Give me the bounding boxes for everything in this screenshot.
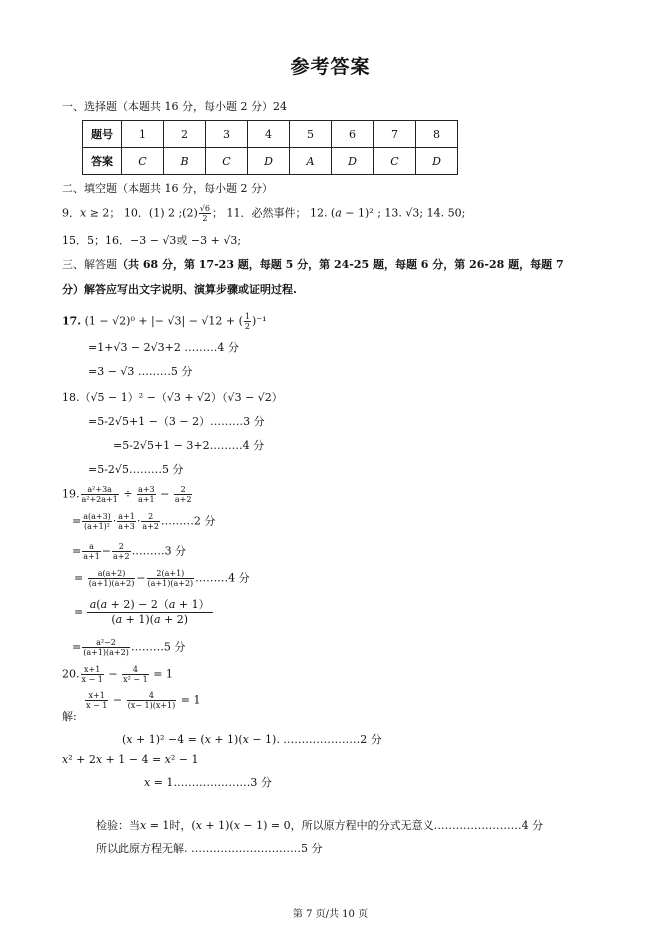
denominator: a+2 (113, 552, 130, 561)
table-cell: B (164, 148, 206, 175)
q20-step-3: 𝑥 = 1…………………3 分 (144, 776, 272, 789)
numerator: a(a+2) (88, 569, 136, 579)
operator: ÷ (123, 487, 133, 501)
numerator: 4 (122, 665, 149, 675)
table-cell: D (248, 148, 290, 175)
numerator: 2 (141, 512, 160, 522)
denominator: (a+1)(a+2) (147, 579, 194, 588)
denominator: a+3 (118, 522, 135, 531)
table-cell: C (122, 148, 164, 175)
q18-step-3: =5-2√5………5 分 (88, 463, 184, 476)
numerator: 1 (244, 312, 251, 321)
question-number: 20. (62, 667, 80, 681)
answer-table (82, 120, 458, 175)
fraction (81, 485, 119, 504)
denominator: (a+1)² (84, 522, 111, 531)
table-cell: D (332, 148, 374, 175)
q19-step-4 (74, 598, 213, 627)
denominator: a+2 (142, 522, 159, 531)
table-cell: 8 (416, 121, 458, 148)
numerator: 2(a+1) (147, 569, 195, 579)
numerator: 2 (174, 485, 193, 495)
numerator: a²+3a (81, 485, 119, 495)
fraction (122, 665, 149, 684)
expr: )⁻¹ (252, 314, 267, 328)
table-cell: 3 (206, 121, 248, 148)
q17-step-1: =1+√3 − 2√3+2 ………4 分 (88, 341, 239, 354)
fraction (174, 485, 193, 504)
denominator: 2 (202, 214, 208, 223)
section-fill-heading: 二、填空题（本题共 16 分，每小题 2 分） (62, 182, 273, 195)
q19-step-2 (72, 542, 186, 561)
q19-step-3 (74, 569, 250, 588)
numerator: a+3 (138, 485, 155, 494)
table-cell: 7 (374, 121, 416, 148)
q19-expression (62, 485, 193, 504)
equals: = 1 (153, 667, 173, 681)
equals: = (72, 640, 82, 654)
q20-rewrite (84, 691, 200, 710)
fraction (127, 691, 177, 710)
fraction (244, 312, 251, 331)
q20-equation (62, 665, 173, 684)
table-header-number: 题号 (83, 121, 122, 148)
equals: = (74, 571, 84, 585)
fill-text: 9．𝑥 ≥ 2； 10．(1) 2 ;(2) (62, 206, 198, 220)
table-row-answers (83, 148, 458, 175)
score-note: ………2 分 (160, 514, 216, 528)
numerator: x+1 (81, 665, 104, 675)
denominator: (a+1)(a+2) (83, 648, 129, 657)
operator: · (136, 514, 141, 528)
q18-expression: 18.（√5 − 1）² −（√3 + √2）（√3 − √2） (62, 391, 283, 404)
numerator: 𝑎(𝑎 + 2) − 2（𝑎 + 1） (87, 598, 213, 613)
fill-answers-line-1 (62, 204, 465, 223)
numerator: 4 (127, 691, 177, 701)
table-cell: 4 (248, 121, 290, 148)
score-note: ………4 分 (195, 571, 250, 585)
numerator: a (82, 542, 101, 552)
denominator: (x− 1)(x+1) (127, 701, 176, 710)
equals: = 1 (180, 693, 201, 707)
page-title: 参考答案 (290, 56, 371, 78)
fraction (81, 665, 104, 684)
numerator: a(a+3) (83, 512, 111, 521)
section-prefix: 三、解答题 (62, 258, 117, 271)
q19-step-1 (72, 512, 215, 531)
numerator: x+1 (85, 691, 108, 701)
operator: − (101, 544, 111, 558)
q20-step-2: 𝑥² + 2𝑥 + 1 − 4 = 𝑥² − 1 (62, 753, 199, 766)
fraction (112, 542, 131, 561)
section-solve-heading (62, 256, 564, 272)
table-cell: 2 (164, 121, 206, 148)
section-rule: （共 68 分，第 17-23 题，每题 5 分，第 24-25 题，每题 6 分，第 26-28 题，每题 7 (117, 258, 564, 271)
fill-text: ； 11．必然事件； 12. (𝑎 − 1)² ; 13. √3; 14. 50; (211, 206, 466, 220)
q20-conclusion: 所以此原方程无解. …………………………5 分 (96, 842, 323, 855)
fraction (82, 638, 130, 657)
q18-step-1: =5-2√5+1 −（3 − 2）………3 分 (88, 415, 265, 428)
denominator: x − 1 (81, 675, 103, 684)
fraction (117, 512, 136, 531)
fraction (82, 512, 112, 531)
fill-answers-line-2: 15．5；16．−3 − √3或 −3 + √3; (62, 234, 242, 247)
numerator: 2 (112, 542, 131, 552)
q17-step-2: =3 − √3 ………5 分 (88, 365, 193, 378)
numerator: a²−2 (82, 638, 130, 648)
denominator: a²+2a+1 (81, 495, 118, 504)
expr: (1 − √2)⁰ + |− √3| − √12 + ( (84, 314, 243, 328)
denominator: (a+1)(a+2) (88, 579, 135, 588)
table-cell: 6 (332, 121, 374, 148)
section-solve-heading-cont: 分）解答应写出文字说明、演算步骤或证明过程. (62, 283, 297, 296)
operator: − (112, 693, 123, 707)
table-header-answer: 答案 (83, 148, 122, 175)
fraction (147, 569, 195, 588)
question-number: 19. (62, 487, 80, 501)
operator: − (136, 571, 146, 585)
score-note: ………3 分 (131, 544, 187, 558)
fraction (88, 569, 136, 588)
question-number: 17. (62, 314, 82, 328)
table-cell: 1 (122, 121, 164, 148)
page-footer: 第 7 页/共 10 页 (292, 909, 369, 920)
fraction (137, 485, 156, 504)
q20-step-1: (𝑥 + 1)² −4 = (𝑥 + 1)(𝑥 − 1). …………………2 分 (122, 733, 382, 746)
equals: = (74, 605, 84, 619)
q20-check: 检验：当𝑥 = 1时，(𝑥 + 1)(𝑥 − 1) = 0，所以原方程中的分式无意义……………………4 分 (96, 819, 544, 832)
equals: = (72, 514, 82, 528)
table-cell: C (206, 148, 248, 175)
table-cell: D (416, 148, 458, 175)
denominator: a+1 (138, 495, 155, 504)
operator: − (108, 667, 118, 681)
table-cell: A (290, 148, 332, 175)
q18-step-2: =5-2√5+1 − 3+2………4 分 (113, 439, 265, 452)
denominator: 2 (244, 322, 251, 331)
numerator: a+1 (118, 512, 135, 521)
fraction (199, 204, 211, 223)
q17-expression (62, 312, 267, 331)
q19-step-5 (72, 638, 185, 657)
fraction (87, 598, 213, 627)
table-cell: C (374, 148, 416, 175)
denominator: a+2 (174, 495, 192, 504)
denominator: x − 1 (86, 701, 108, 710)
table-row-numbers (83, 121, 458, 148)
operator: − (160, 487, 170, 501)
equals: = (72, 544, 82, 558)
operator: · (112, 514, 117, 528)
denominator: x² − 1 (123, 675, 148, 684)
q20-jie-label: 解: (62, 710, 77, 723)
fraction (141, 512, 160, 531)
score-note: ………5 分 (130, 640, 186, 654)
denominator: a+1 (83, 552, 100, 561)
denominator: (𝑎 + 1)(𝑎 + 2) (111, 613, 189, 626)
fraction (85, 691, 108, 710)
fraction (82, 542, 101, 561)
section-choice-heading: 一、选择题（本题共 16 分，每小题 2 分）24 (62, 100, 287, 113)
table-cell: 5 (290, 121, 332, 148)
numerator: √6 (199, 204, 210, 213)
